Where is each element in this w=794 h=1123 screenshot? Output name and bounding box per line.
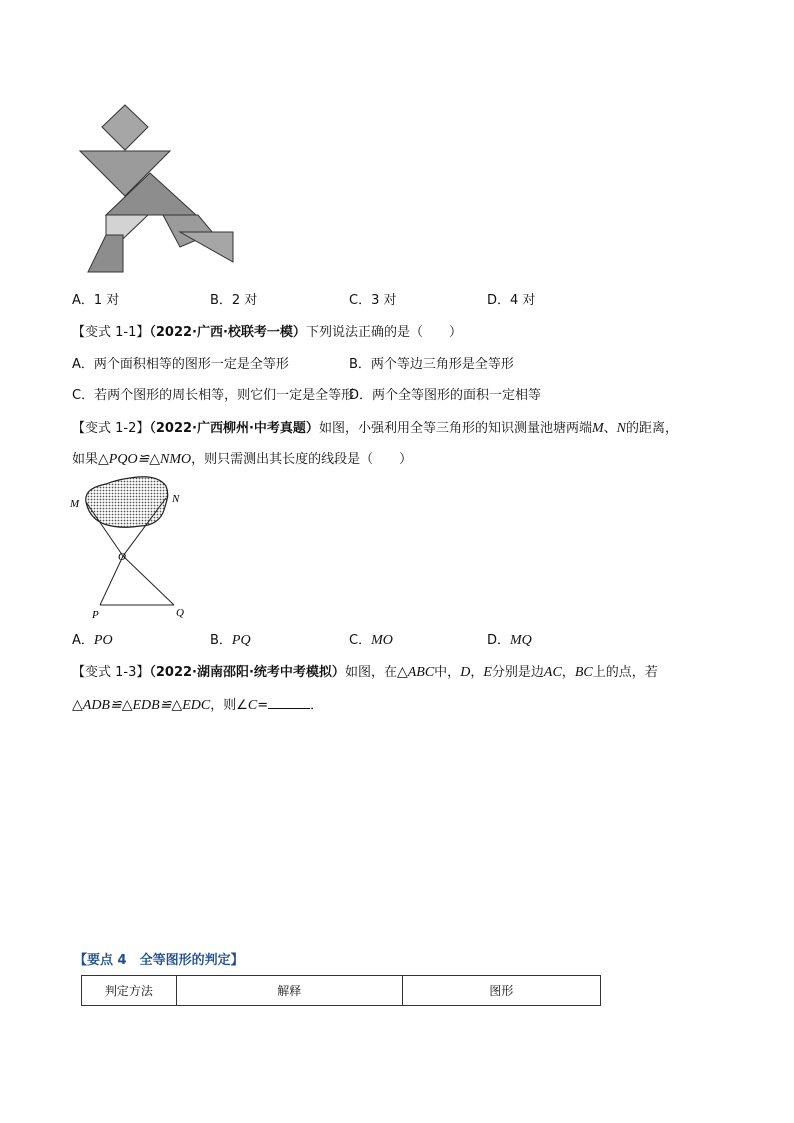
table-header-cell: 图形 [402,976,600,1006]
tangram-foot-right [180,232,233,262]
point-label-m: M [70,498,80,510]
v11-option-a: A．两个面积相等的图形一定是全等形 [72,357,289,372]
table-header-cell: 解释 [176,976,402,1006]
variant-1-1-stem: 【变式 1-1】（2022·广西·校联考一模）下列说法正确的是（ ） [72,325,462,340]
point-label-q: Q [176,607,184,619]
segment-oq [123,556,174,605]
table-header-cell: 判定方法 [82,976,177,1006]
point-label-n: N [172,493,180,505]
point-label-p: P [92,609,99,621]
v12-option-c: C．MO [349,633,393,648]
section-heading: 【要点 4 全等图形的判定】 [74,953,244,968]
tangram-foot [88,235,123,272]
v12-option-a: A．PO [72,633,113,648]
v11-option-c: C．若两个图形的周长相等，则它们一定是全等形 [72,388,355,403]
judgement-table [81,975,601,1006]
v12-option-b: B．PQ [210,633,251,648]
q0-option-c: C．3 对 [349,293,397,308]
q0-option-b: B．2 对 [210,293,258,308]
segment-op [100,556,123,605]
pond-figure [66,474,196,624]
tangram-figure [78,100,243,275]
point-label-o: O [118,551,126,563]
v11-option-d: D．两个全等图形的面积一定相等 [349,388,542,403]
q0-option-d: D．4 对 [487,293,536,308]
variant-1-3-stem-line2: △ADB≌△EDB≌△EDC，则∠C= ． [72,698,324,713]
variant-1-2-stem: 【变式 1-2】（2022·广西柳州·中考真题）如图，小强利用全等三角形的知识测量池塘两端M、N的距离， [72,421,678,436]
v11-option-b: B．两个等边三角形是全等形 [349,357,514,372]
variant-1-3-stem: 【变式 1-3】（2022·湖南邵阳·统考中考模拟）如图，在△ABC中，D，E分别是边AC，BC上的点，若 [72,665,658,680]
answer-blank[interactable] [268,696,310,709]
tangram-head [102,105,148,150]
q0-option-a: A．1 对 [72,293,120,308]
variant-1-2-stem-line2: 如果△PQO≌△NMO，则只需测出其长度的线段是（ ） [72,452,413,467]
v12-option-d: D．MQ [487,633,532,648]
table-header-row [82,976,601,1006]
